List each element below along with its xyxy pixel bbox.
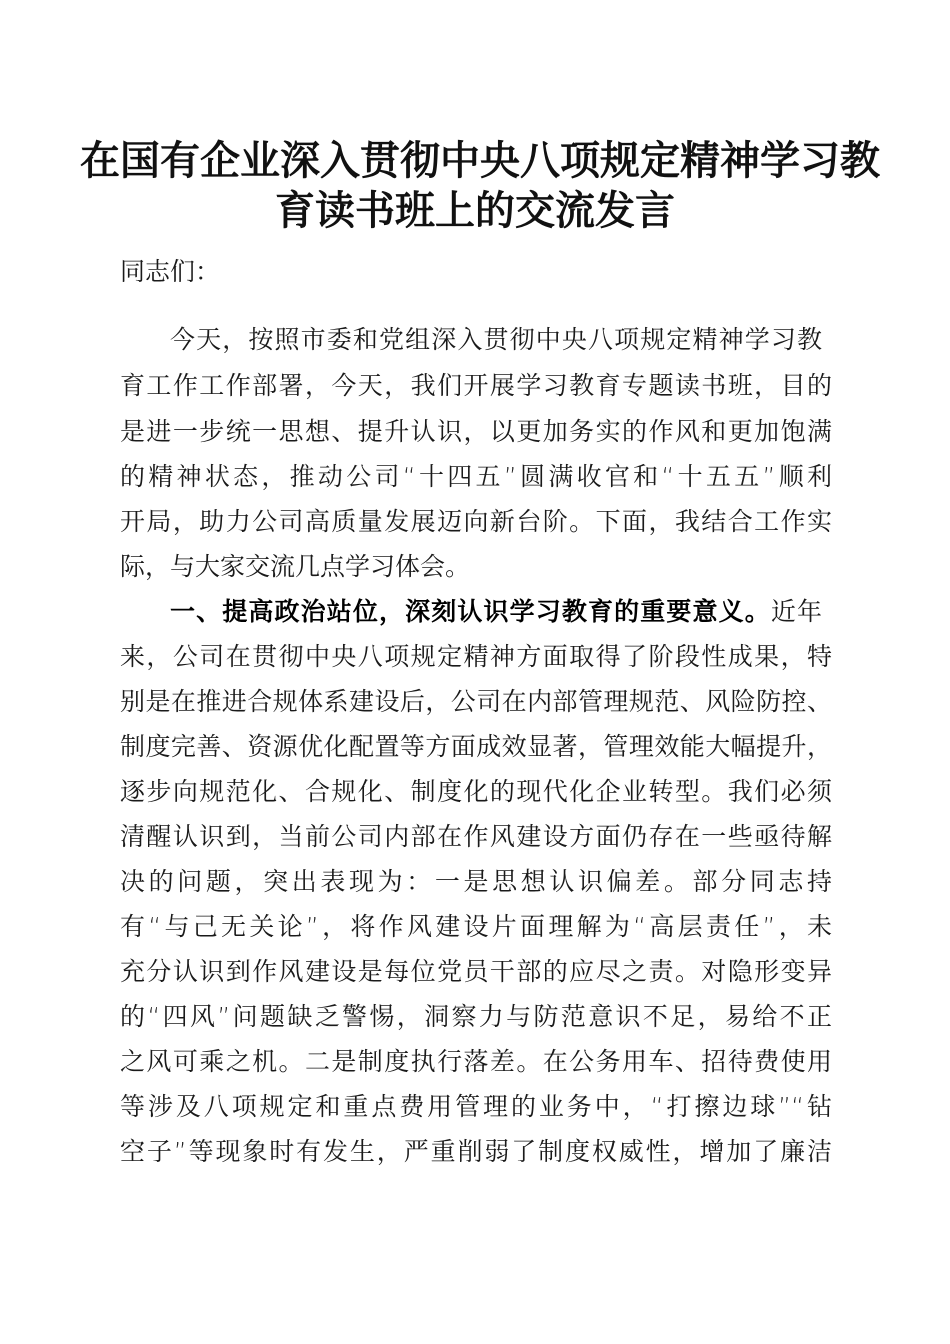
body-line: 清醒认识到，当前公司内部在作风建设方面仍存在一些亟待解 bbox=[120, 822, 832, 851]
body-line: 有“与己无关论”，将作风建设片面理解为“高层责任”，未 bbox=[120, 912, 832, 941]
body-line: 制度完善、资源优化配置等方面成效显著，管理效能大幅提升， bbox=[120, 732, 832, 761]
body-line: 决的问题，突出表现为：一是思想认识偏差。部分同志持 bbox=[120, 867, 832, 896]
section-heading-line bbox=[170, 592, 822, 632]
body-line: 空子”等现象时有发生，严重削弱了制度权威性，增加了廉洁 bbox=[120, 1137, 832, 1166]
salutation: 同志们： bbox=[120, 257, 221, 286]
section-heading: 一、提高政治站位，深刻认识学习教育的重要意义。 bbox=[170, 597, 771, 626]
body-line: 的精神状态，推动公司“十四五”圆满收官和“十五五”顺利 bbox=[120, 462, 832, 491]
body-line: 之风可乘之机。二是制度执行落差。在公务用车、招待费使用 bbox=[120, 1047, 832, 1076]
body-line: 来，公司在贯彻中央八项规定精神方面取得了阶段性成果，特 bbox=[120, 642, 832, 671]
body-line: 育工作工作部署，今天，我们开展学习教育专题读书班，目的 bbox=[120, 371, 832, 400]
body-line: 今天，按照市委和党组深入贯彻中央八项规定精神学习教 bbox=[170, 325, 822, 354]
body-text: 近年 bbox=[770, 597, 822, 626]
body-line: 逐步向规范化、合规化、制度化的现代化企业转型。我们必须 bbox=[120, 777, 832, 806]
body-line: 等涉及八项规定和重点费用管理的业务中，“打擦边球”“钻 bbox=[120, 1092, 832, 1121]
body-line: 别是在推进合规体系建设后，公司在内部管理规范、风险防控、 bbox=[120, 687, 832, 716]
body-line: 际，与大家交流几点学习体会。 bbox=[120, 552, 471, 581]
document-title-line-2: 育读书班上的交流发言 bbox=[275, 187, 675, 234]
body-line: 开局，助力公司高质量发展迈向新台阶。下面，我结合工作实 bbox=[120, 507, 832, 536]
document-title-line-1: 在国有企业深入贯彻中央八项规定精神学习教 bbox=[80, 137, 880, 184]
body-line: 的“四风”问题缺乏警惕，洞察力与防范意识不足，易给不正 bbox=[120, 1002, 832, 1031]
body-line: 是进一步统一思想、提升认识，以更加务实的作风和更加饱满 bbox=[120, 417, 832, 446]
body-line: 充分认识到作风建设是每位党员干部的应尽之责。对隐形变异 bbox=[120, 957, 832, 986]
